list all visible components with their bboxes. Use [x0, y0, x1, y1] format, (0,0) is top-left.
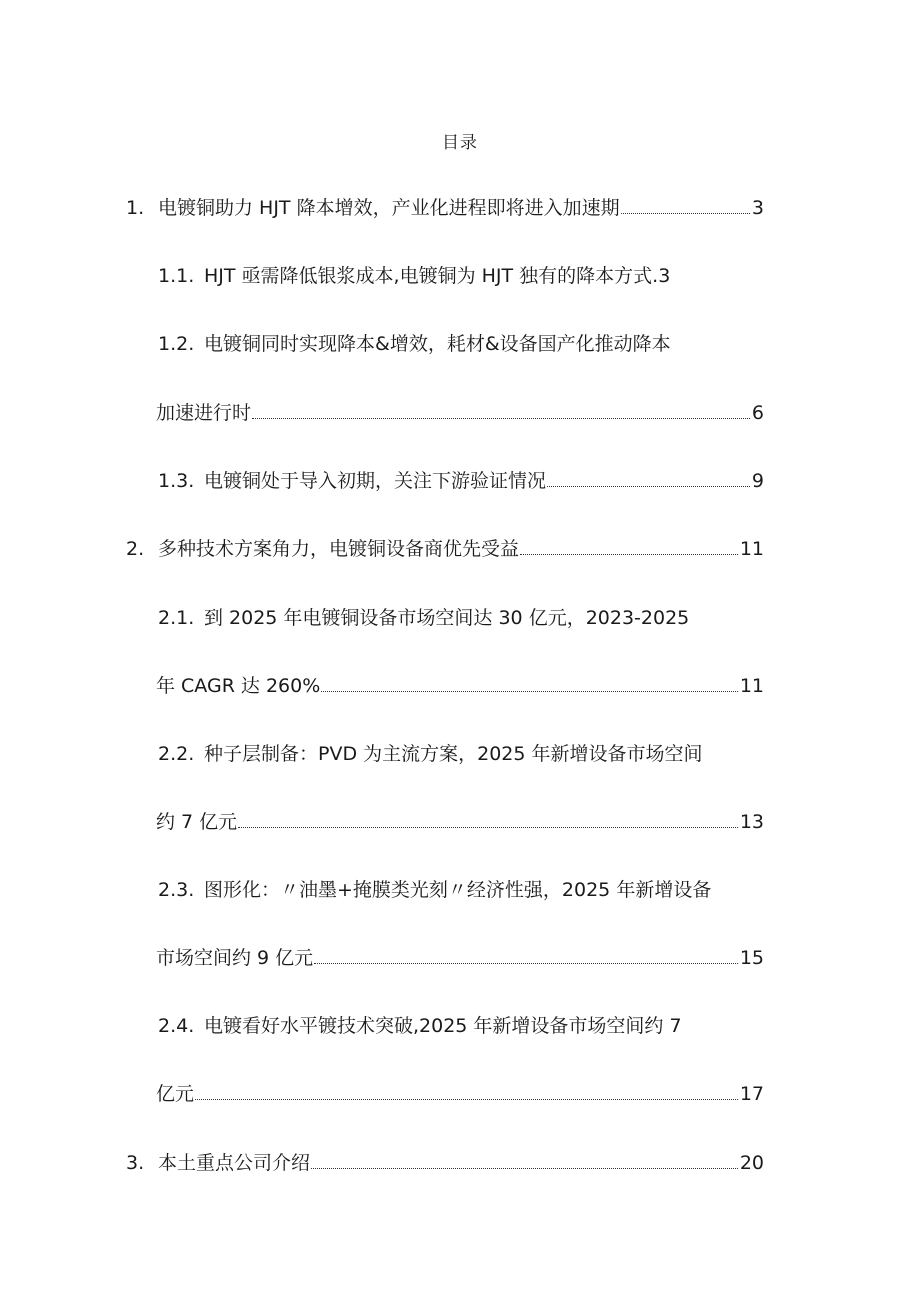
entry-number: 2.4. [158, 1015, 195, 1037]
entry-number: 2.3. [158, 879, 195, 901]
toc-entry-2-2[interactable] [158, 739, 703, 769]
toc-entry-2-4[interactable] [158, 1011, 682, 1041]
entry-number: 2. [126, 538, 145, 560]
entry-text: 电镀看好水平镀技术突破,2025 年新增设备市场空间约 7 [204, 1015, 682, 1037]
entry-page: 11 [739, 675, 764, 697]
dot-leader [311, 1167, 738, 1169]
entry-text: 电镀铜处于导入初期，关注下游验证情况 [204, 470, 547, 492]
entry-page: 11 [739, 538, 764, 560]
toc-entry-2[interactable] [126, 534, 764, 564]
entry-page: 6 [751, 402, 764, 424]
entry-number: 1. [126, 197, 145, 219]
entry-page: 9 [751, 470, 764, 492]
entry-page: 17 [739, 1083, 764, 1105]
entry-page: 13 [739, 811, 764, 833]
toc-entry-2-3-continued[interactable] [156, 943, 764, 973]
toc-entry-2-1-continued[interactable] [156, 671, 764, 701]
dot-leader [547, 485, 750, 487]
entry-text: 电镀铜同时实现降本&增效，耗材&设备国产化推动降本 [204, 333, 671, 355]
entry-text: 约 7 亿元 [156, 811, 238, 833]
entry-text: 多种技术方案角力，电镀铜设备商优先受益 [158, 538, 520, 560]
toc-entry-1[interactable] [126, 193, 764, 223]
entry-number: 1.1. [158, 265, 195, 287]
entry-page: 15 [739, 947, 764, 969]
entry-text: 加速进行时 [156, 402, 252, 424]
toc-title: 目录 [442, 133, 478, 153]
entry-text: 电镀铜助力 HJT 降本增效，产业化进程即将进入加速期 [158, 197, 620, 219]
entry-number: 2.1. [158, 607, 195, 629]
toc-entry-2-3[interactable] [158, 875, 711, 905]
entry-text: 市场空间约 9 亿元 [156, 947, 314, 969]
dot-leader [252, 417, 750, 419]
entry-number: 1.3. [158, 470, 195, 492]
entry-number: 2.2. [158, 743, 195, 765]
dot-leader [621, 212, 750, 214]
toc-entry-2-4-continued[interactable] [156, 1079, 764, 1109]
toc-entry-2-2-continued[interactable] [156, 807, 764, 837]
entry-page: 20 [739, 1152, 764, 1174]
toc-entry-1-2-continued[interactable] [156, 398, 764, 428]
dot-leader [314, 962, 738, 964]
entry-text: 到 2025 年电镀铜设备市场空间达 30 亿元，2023-2025 [204, 607, 690, 629]
toc-entry-1-1[interactable] [158, 261, 670, 291]
entry-text: HJT 亟需降低银浆成本,电镀铜为 HJT 独有的降本方式.3 [204, 265, 671, 287]
entry-number: 3. [126, 1152, 145, 1174]
entry-text: 种子层制备：PVD 为主流方案，2025 年新增设备市场空间 [204, 743, 703, 765]
toc-entry-2-1[interactable] [158, 603, 689, 633]
entry-text: 亿元 [156, 1083, 195, 1105]
entry-text: 年 CAGR 达 260% [156, 675, 321, 697]
dot-leader [520, 553, 738, 555]
toc-entry-1-2[interactable] [158, 329, 671, 359]
dot-leader [195, 1098, 738, 1100]
entry-text: 图形化：〃油墨+掩膜类光刻〃经济性强，2025 年新增设备 [204, 879, 712, 901]
dot-leader [238, 826, 738, 828]
dot-leader [321, 690, 738, 692]
entry-text: 本土重点公司介绍 [158, 1152, 311, 1174]
toc-entry-1-3[interactable] [158, 466, 764, 496]
entry-page: 3 [751, 197, 764, 219]
entry-number: 1.2. [158, 333, 195, 355]
toc-entry-3[interactable] [126, 1148, 764, 1178]
